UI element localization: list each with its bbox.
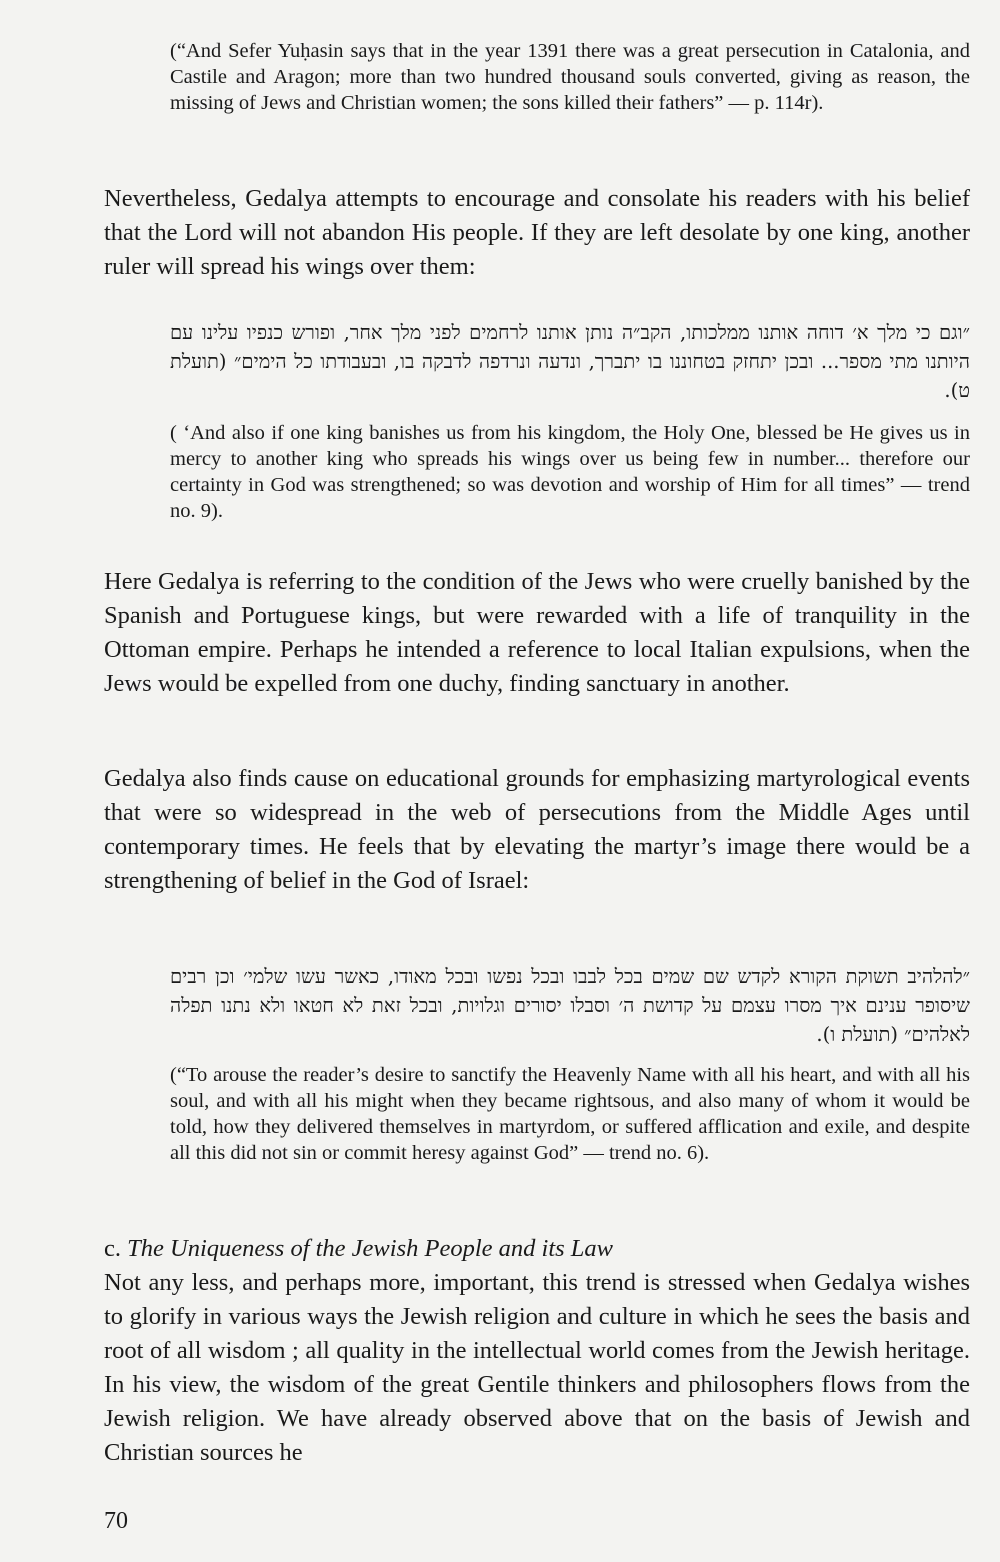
paragraph-uniqueness: Not any less, and perhaps more, important, this trend is stressed when Gedalya wishes to glorify in various ways the Jewish religion and culture in which he sees the basis and root of all wisdom ; all quality in the intellectual world comes from the Jewish heritage. In his view, the wisdom of the great Gentile thinkers and philosophers flows from the Jewish religion. We have already observed above that on the basis of Jewish and Christian sources he: [104, 1269, 970, 1466]
page-number: 70: [104, 1508, 128, 1534]
paragraph-martyrology: Gedalya also finds cause on educational grounds for emphasizing martyrological events that were so widespread in the web of persecutions from the Middle Ages until contemporary times. He feels that by elevating the martyr’s image there would be a strengthening of belief in the God of Israel:: [104, 765, 970, 894]
paragraph-consolation: Nevertheless, Gedalya attempts to encourage and consolate his readers with his belief that the Lord will not abandon His people. If they are left desolate by one king, another ruler will spread his wings over them:: [104, 185, 970, 280]
paragraph-expulsions: Here Gedalya is referring to the condition of the Jews who were cruelly banished by the Spanish and Portuguese kings, but were rewarded with a life of tranquility in the Ottoman empire. Perhaps he intended a reference to local Italian expulsions, when the Jews would be expelled from one duchy, finding sanctuary in another.: [104, 568, 970, 697]
section-letter: c.: [104, 1235, 121, 1262]
section-title: The Uniqueness of the Jewish People and its Law: [127, 1235, 613, 1262]
section-heading: [104, 1232, 970, 1266]
translation-quote-king: ( ‘And also if one king banishes us from his kingdom, the Holy One, blessed be He gives us in mercy to another king who spreads his wings over us being few in number... therefore our certainty in God was strengthened; so was devotion and worship of Him for all times” — trend no. 9).: [170, 422, 970, 522]
block-quote-catalonia: (“And Sefer Yuḥasin says that in the year 1391 there was a great persecution in Catalonia, and Castile and Aragon; more than two hundred thousand souls converted, giving as reason, the missing of Jews and Christian women; the sons killed their fathers” — p. 114r).: [170, 40, 970, 114]
hebrew-quote-martyrs: ״להלהיב תשוקת הקורא לקדש שם שמים בכל לבבו ובכל נפשו ובכל מאודו, כאשר עשו שלמי׳ וכן רבים שיסופר ענינם איך מסרו עצמם על קדושת ה׳ וסבלו יסורים וגלויות, ובכל זאת לא חטאו ולא נתנו תפלה לאלהים״ (תועלת ו).: [170, 965, 970, 1046]
translation-quote-martyrs: (“To arouse the reader’s desire to sanctify the Heavenly Name with all his heart, and with all his soul, and with all his might when they became rightsous, and also many of whom it would be told, how they delivered themselves in martyrdom, or suffered afflication and exile, and despite all this did not sin or commit heresy against God” — trend no. 6).: [170, 1064, 970, 1164]
hebrew-quote-king: ״וגם כי מלך א׳ דוחה אותנו ממלכותו, הקב״ה נותן אותנו לרחמים לפני מלך אחר, ופורש כנפיו עלינו עם היותנו מתי מספר... ובכן יתחזק בטחוננו בו יתברך, ונדעה ונרדפה לדבקה בו, ובעבודתו כל הימים״ (תועלת ט).: [170, 321, 971, 402]
